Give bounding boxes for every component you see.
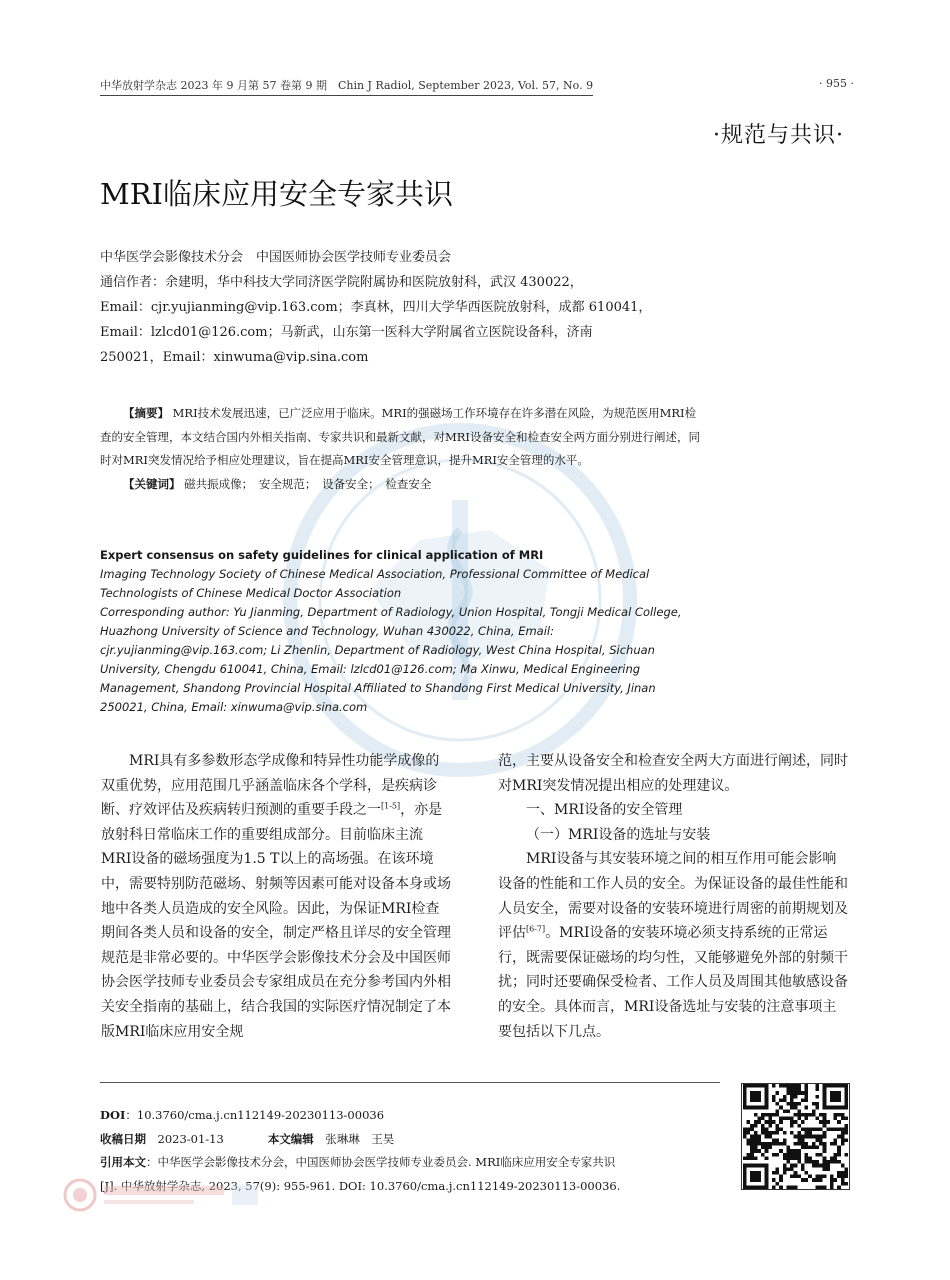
abstract-text: MRI技术发展迅速，已广泛应用于临床。MRI的强磁场工作环境存在许多潜在风险，为规范医用MRI检查的安全管理，本文结合国内外相关指南、专家共识和最新文献，对MRI设备安全和检查安全两方面分别进行阐述，同时对MRI突发情况给予相应处理建议，旨在提高MRI安全管理意识，提升MRI安全管理的水平。 [100, 406, 700, 467]
author-line: 通信作者：余建明，华中科技大学同济医学院附属协和医院放射科，武汉 430022， [100, 275, 583, 290]
footnote-divider [100, 1082, 720, 1083]
abstract-paragraph [100, 402, 702, 473]
section-heading: 一、MRI设备的安全管理 [526, 802, 683, 819]
running-header: 中华放射学杂志 2023 年 9 月第 57 卷第 9 期 Chin J Radiol, September 2023, Vol. 57, No. 9 [100, 77, 593, 96]
qr-code-icon[interactable] [741, 1083, 850, 1190]
received-label: 收稿日期 [100, 1131, 146, 1146]
body-paragraph [101, 749, 451, 1044]
english-corresponding-author: Corresponding author: Yu Jianming, Department of Radiology, Union Hospital, Tongji Medical College, Huazhong University of Science and Technology, Wuhan 430022, China, Email: cjr.yujianming@vip.163.com; Li Zhenlin, Department of Radiology, West China Hospital, Sichuan University, Chengdu 610041, China, Email: lzlcd01@126.com; Ma Xinwu, Medical Engineering Management, Shandong Provincial Hospital Affiliated to Shandong First Medical University, Jinan 250021, China, Email: xinwuma@vip.sina.com [100, 605, 682, 714]
english-organizations: Imaging Technology Society of Chinese Medical Association, Professional Committee of Medical Technologists of Chinese Medical Doctor Association [100, 567, 650, 600]
english-abstract-header [100, 546, 702, 717]
abstract [100, 402, 702, 496]
doi-line [100, 1104, 722, 1128]
keywords-label: 【关键词】 [123, 476, 181, 491]
page-number: · 955 · [819, 77, 854, 90]
reference-citation[interactable]: [6-7] [526, 924, 546, 934]
citation-line [100, 1151, 722, 1175]
editor-names: 张琳琳 王昊 [313, 1131, 395, 1146]
author-line: Email：cjr.yujianming@vip.163.com；李真林，四川大学华西医院放射科，成都 610041， [100, 300, 652, 315]
body-column-right [498, 749, 848, 1044]
doi-value[interactable]: ：10.3760/cma.j.cn112149-20230113-00036 [125, 1108, 385, 1122]
doi-label: DOI [100, 1108, 126, 1122]
body-paragraph: 范，主要从设备安全和检查安全两大方面进行阐述，同时对MRI突发情况提出相应的处理建议。 [498, 753, 848, 794]
citation-text: ：中华医学会影像技术分会，中国医师协会医学技师专业委员会. MRI临床应用安全专家共识 [146, 1155, 616, 1169]
keywords-line [100, 473, 702, 497]
reference-citation[interactable]: [1-5] [381, 801, 401, 811]
english-title: Expert consensus on safety guidelines for clinical application of MRI [100, 548, 544, 562]
body-paragraph [498, 847, 848, 1044]
author-line: 中华医学会影像技术分会 中国医师协会医学技师专业委员会 [100, 250, 452, 265]
body-text: MRI具有多参数形态学成像和特异性功能学成像的双重优势，应用范围几乎涵盖临床各个学科，是疾病诊断、疗效评估及疾病转归预测的重要手段之一 [101, 753, 440, 819]
citation-label: 引用本文 [100, 1155, 146, 1169]
body-text: ，亦是放射科日常临床工作的重要组成部分。目前临床主流MRI设备的磁场强度为1.5 T以上的高场强。在该环境中，需要特别防范磁场、射频等因素可能对设备本身或场地中各类人员造成的安全风险。因此，为保证MRI检查期间各类人员和设备的安全，制定严格且详尽的安全管理规范是非常必要的。中华医学会影像技术分会及中国医师协会医学技师专业委员会专家组成员在充分参考国内外相关安全指南的基础上，结合我国的实际医疗情况制定了本版MRI临床应用安全规 [101, 802, 451, 1040]
received-editor-line [100, 1128, 722, 1152]
author-line: Email：lzlcd01@126.com；马新武，山东第一医科大学附属省立医院设备科，济南 [100, 325, 593, 340]
abstract-label: 【摘要】 [123, 406, 169, 420]
keywords-text: 磁共振成像； 安全规范； 设备安全； 检查安全 [184, 476, 432, 491]
paper-title: MRI临床应用安全专家共识 [100, 177, 453, 211]
body-text: 。MRI设备的安装环境必须支持系统的正常运行，既需要保证磁场的均匀性，又能够避免外部的射频干扰；同时还要确保受检者、工作人员及周围其他敏感设备的安全。具体而言，MRI设备选址与安装的注意事项主要包括以下几点。 [498, 925, 848, 1040]
author-line: 250021，Email：xinwuma@vip.sina.com [100, 350, 369, 365]
author-affiliations [100, 245, 702, 370]
received-date: 2023-01-13 [146, 1131, 224, 1146]
subsection-heading: （一）MRI设备的选址与安装 [526, 826, 711, 843]
section-tag: ·规范与共识· [713, 123, 844, 148]
publisher-logo-icon [62, 1177, 262, 1213]
citation-line: [J]. 中华放射学杂志, 2023, 57(9): 955-961. DOI: 10.3760/cma.j.cn112149-20230113-00036. [100, 1178, 621, 1193]
body-text: MRI设备与其安装环境之间的相互作用可能会影响设备的性能和工作人员的安全。为保证设备的最佳性能和人员安全，需要对设备的安装环境进行周密的前期规划及评估 [498, 851, 848, 942]
body-column-left [101, 749, 451, 1044]
editor-label: 本文编辑 [267, 1131, 314, 1146]
